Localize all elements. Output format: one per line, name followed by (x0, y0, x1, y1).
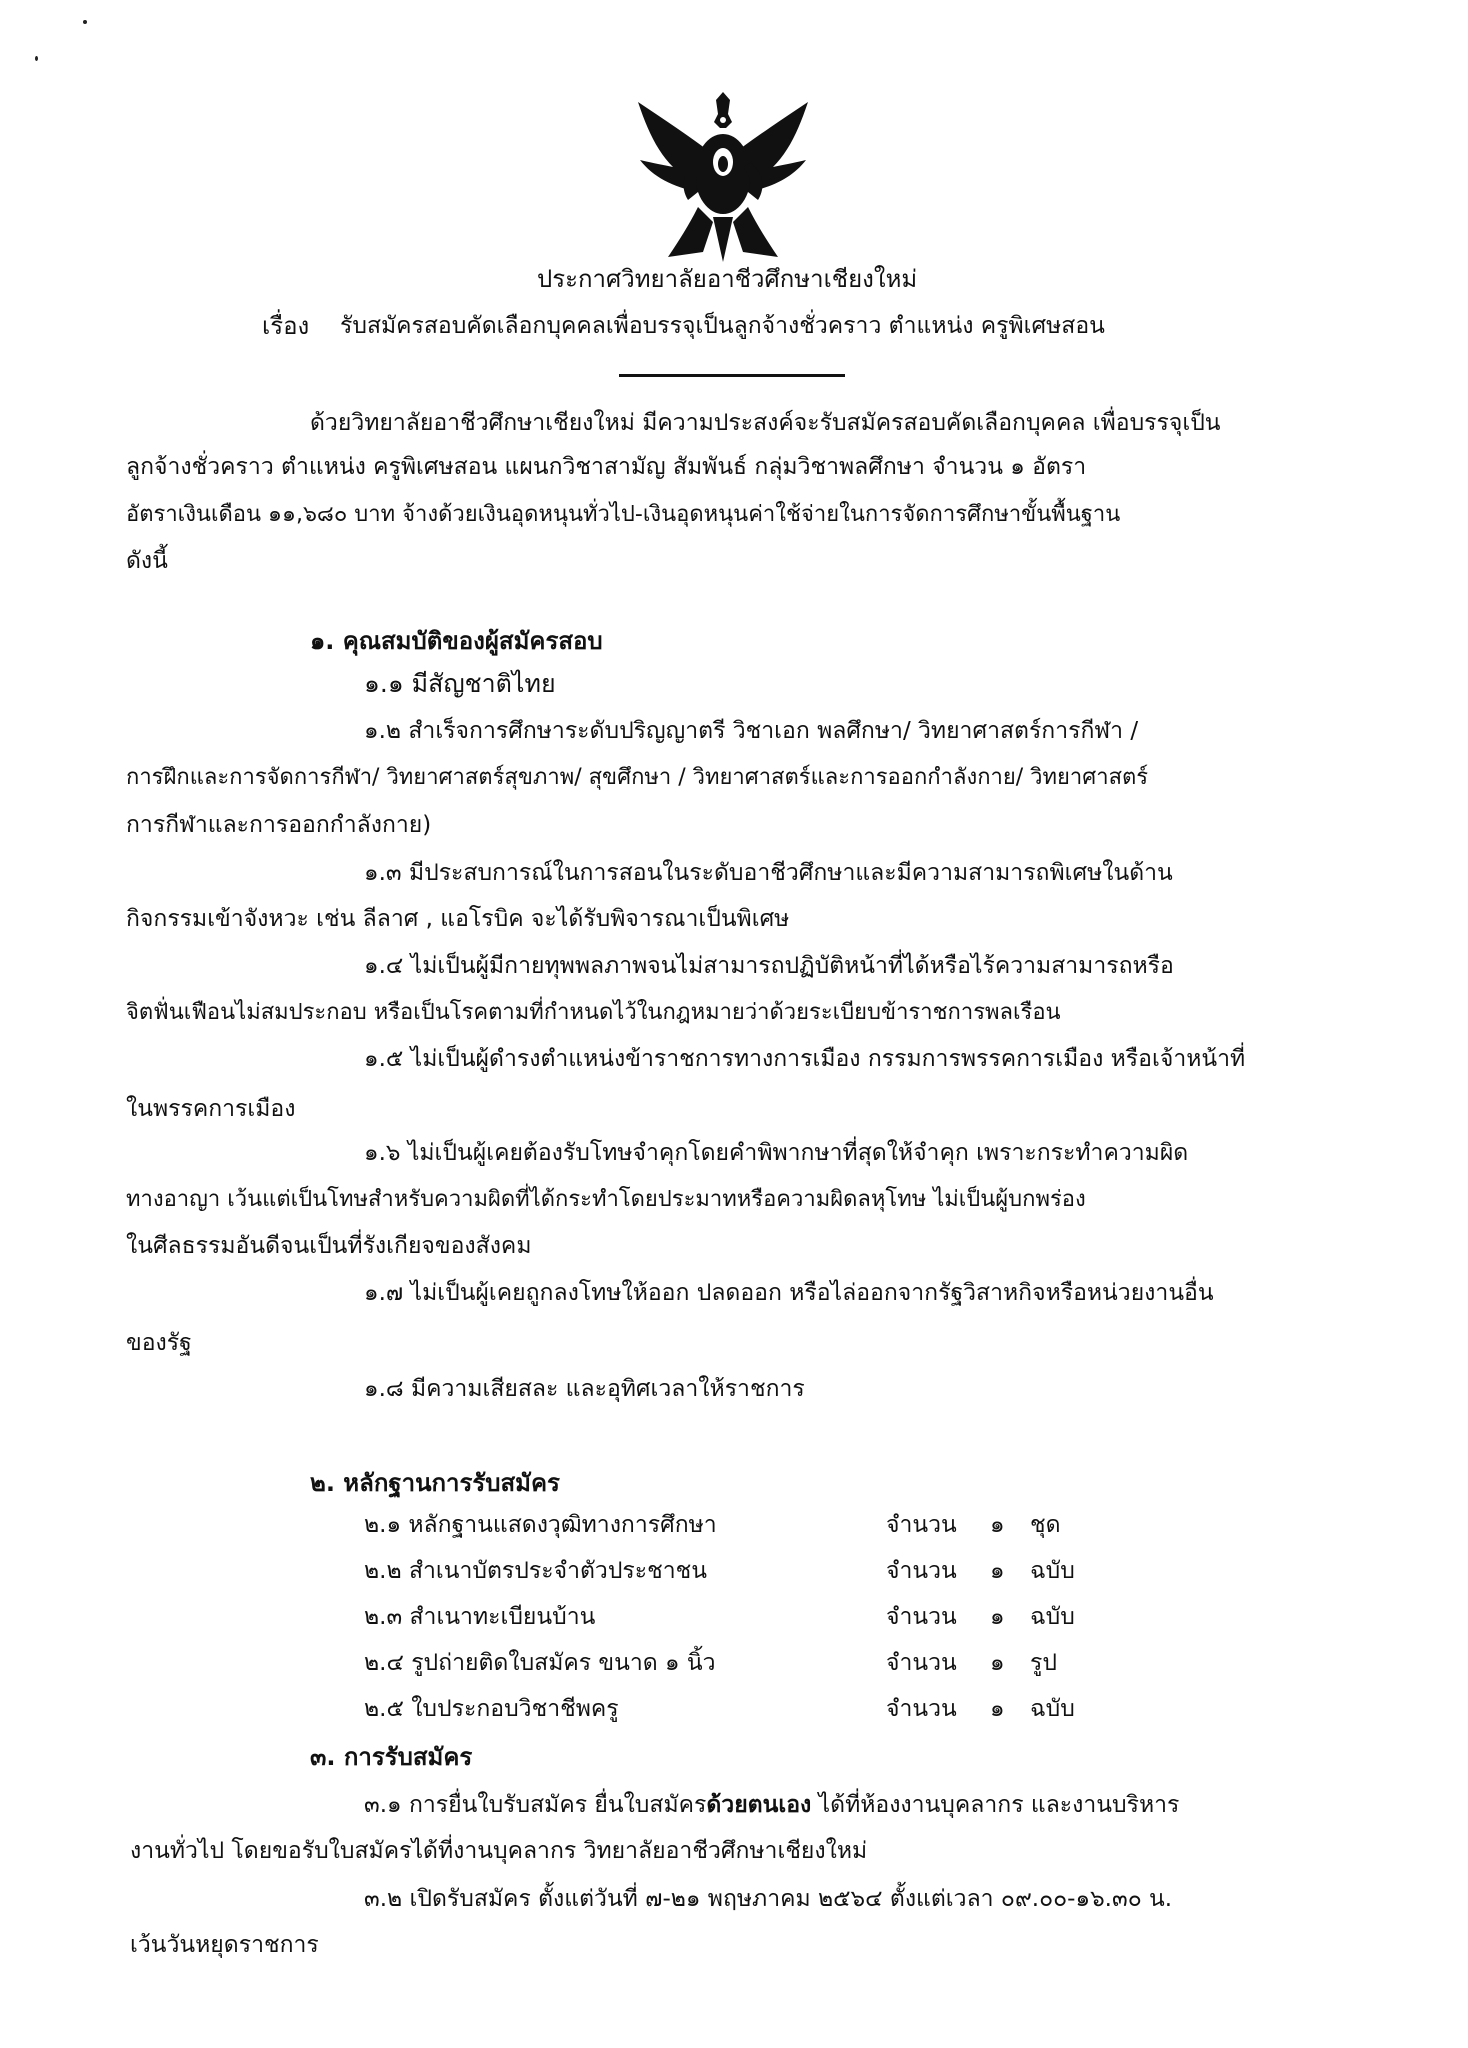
application-text: ได้ที่ห้องงานบุคลากร และงานบริหาร (811, 1792, 1180, 1818)
qualification-item: ของรัฐ (126, 1330, 192, 1356)
document-title: ประกาศวิทยาลัยอาชีวศึกษาเชียงใหม่ (537, 265, 918, 293)
speck (83, 20, 87, 24)
header-divider (619, 374, 845, 377)
evidence-label: ๒.๑ หลักฐานแสดงวุฒิทางการศึกษา (364, 1512, 717, 1538)
application-text: ๓.๑ การยื่นใบรับสมัคร ยื่นใบสมัคร (364, 1792, 707, 1818)
evidence-qty-label: จำนวน (886, 1604, 957, 1630)
qualification-item: ๑.๑ มีสัญชาติไทย (364, 669, 556, 698)
evidence-unit: ชุด (1030, 1512, 1061, 1538)
evidence-qty-label: จำนวน (886, 1696, 957, 1722)
evidence-label: ๒.๒ สำเนาบัตรประจำตัวประชาชน (364, 1558, 708, 1584)
subject-label: เรื่อง (262, 312, 310, 340)
evidence-qty: ๑ (990, 1650, 1005, 1676)
qualification-item: ทางอาญา เว้นแต่เป็นโทษสำหรับความผิดที่ได้กระทำโดยประมาทหรือความผิดลหุโทษ ไม่เป็นผู้บกพร่อง (126, 1187, 1086, 1212)
section-2-heading: ๒. หลักฐานการรับสมัคร (310, 1469, 560, 1497)
intro-line: อัตราเงินเดือน ๑๑,๖๘๐ บาท จ้างด้วยเงินอุดหนุนทั่วไป-เงินอุดหนุนค่าใช้จ่ายในการจัดการศึกษาขั้นพื้นฐาน (126, 502, 1121, 527)
qualification-item: ในพรรคการเมือง (126, 1096, 296, 1122)
qualification-item: ๑.๖ ไม่เป็นผู้เคยต้องรับโทษจำคุกโดยคำพิพากษาที่สุดให้จำคุก เพราะกระทำความผิด (364, 1140, 1189, 1166)
application-item: เว้นวันหยุดราชการ (130, 1932, 319, 1958)
evidence-qty: ๑ (990, 1696, 1005, 1722)
evidence-qty: ๑ (990, 1512, 1005, 1538)
evidence-unit: ฉบับ (1030, 1558, 1075, 1584)
application-item: ๓.๒ เปิดรับสมัคร ตั้งแต่วันที่ ๗-๒๑ พฤษภาคม ๒๕๖๔ ตั้งแต่เวลา ๐๙.๐๐-๑๖.๓๐ น. (364, 1886, 1173, 1912)
evidence-unit: ฉบับ (1030, 1696, 1075, 1722)
evidence-qty: ๑ (990, 1558, 1005, 1584)
qualification-item: การฝึกและการจัดการกีฬา/ วิทยาศาสตร์สุขภาพ/ สุขศึกษา / วิทยาศาสตร์และการออกกำลังกาย/ วิทยาศาสตร์ (126, 765, 1149, 790)
evidence-qty: ๑ (990, 1604, 1005, 1630)
application-item (364, 1792, 1179, 1818)
evidence-unit: ฉบับ (1030, 1604, 1075, 1630)
intro-line: ดังนี้ (126, 548, 168, 574)
qualification-item: จิตฟั่นเฟือนไม่สมประกอบ หรือเป็นโรคตามที่กำหนดไว้ในกฎหมายว่าด้วยระเบียบข้าราชการพลเรือน (126, 1000, 1061, 1025)
evidence-label: ๒.๔ รูปถ่ายติดใบสมัคร ขนาด ๑ นิ้ว (364, 1650, 716, 1676)
qualification-item: ๑.๔ ไม่เป็นผู้มีกายทุพพลภาพจนไม่สามารถปฏิบัติหน้าที่ได้หรือไร้ความสามารถหรือ (364, 953, 1174, 979)
qualification-item: ๑.๗ ไม่เป็นผู้เคยถูกลงโทษให้ออก ปลดออก หรือไล่ออกจากรัฐวิสาหกิจหรือหน่วยงานอื่น (364, 1280, 1214, 1306)
qualification-item: ๑.๓ มีประสบการณ์ในการสอนในระดับอาชีวศึกษาและมีความสามารถพิเศษในด้าน (364, 860, 1173, 886)
evidence-unit: รูป (1030, 1650, 1057, 1676)
application-emphasis: ด้วยตนเอง (706, 1792, 812, 1818)
application-item: งานทั่วไป โดยขอรับใบสมัครได้ที่งานบุคลากร วิทยาลัยอาชีวศึกษาเชียงใหม่ (130, 1838, 868, 1864)
qualification-item: ๑.๒ สำเร็จการศึกษาระดับปริญญาตรี วิชาเอก พลศึกษา/ วิทยาศาสตร์การกีฬา / (364, 718, 1139, 744)
qualification-item: ๑.๘ มีความเสียสละ และอุทิศเวลาให้ราชการ (364, 1376, 805, 1402)
section-1-heading: ๑. คุณสมบัติของผู้สมัครสอบ (310, 627, 603, 655)
section-3-heading: ๓. การรับสมัคร (310, 1743, 473, 1771)
evidence-qty-label: จำนวน (886, 1558, 957, 1584)
evidence-qty-label: จำนวน (886, 1650, 957, 1676)
qualification-item: การกีฬาและการออกกำลังกาย) (126, 812, 432, 838)
evidence-label: ๒.๓ สำเนาทะเบียนบ้าน (364, 1604, 596, 1630)
qualification-item: ในศีลธรรมอันดีจนเป็นที่รังเกียจของสังคม (126, 1233, 532, 1259)
intro-line: ด้วยวิทยาลัยอาชีวศึกษาเชียงใหม่ มีความประสงค์จะรับสมัครสอบคัดเลือกบุคคล เพื่อบรรจุเป็น (310, 410, 1221, 436)
evidence-qty-label: จำนวน (886, 1512, 957, 1538)
intro-line: ลูกจ้างชั่วคราว ตำแหน่ง ครูพิเศษสอน แผนกวิชาสามัญ สัมพันธ์ กลุ่มวิชาพลศึกษา จำนวน ๑ อัตรา (126, 454, 1087, 480)
subject-text: รับสมัครสอบคัดเลือกบุคคลเพื่อบรรจุเป็นลูกจ้างชั่วคราว ตำแหน่ง ครูพิเศษสอน (340, 313, 1105, 339)
evidence-label: ๒.๕ ใบประกอบวิชาชีพครู (364, 1696, 619, 1722)
speck (35, 56, 38, 61)
garuda-emblem-icon (628, 92, 818, 262)
qualification-item: กิจกรรมเข้าจังหวะ เช่น ลีลาศ , แอโรบิค จะได้รับพิจารณาเป็นพิเศษ (126, 906, 790, 932)
qualification-item: ๑.๕ ไม่เป็นผู้ดำรงตำแหน่งข้าราชการทางการเมือง กรรมการพรรคการเมือง หรือเจ้าหน้าที่ (364, 1046, 1246, 1072)
